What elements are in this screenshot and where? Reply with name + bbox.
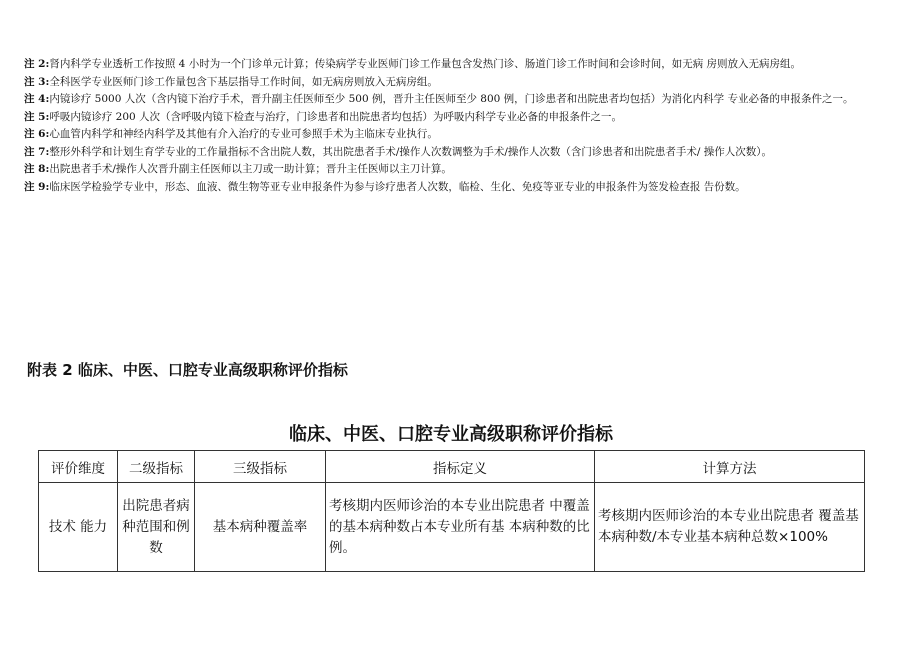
note-text: 出院患者手术/操作人次晋升副主任医师以主刀或一助计算；晋升主任医师以主刀计算。 <box>49 163 452 175</box>
note-number: 注 6: <box>24 128 50 140</box>
table-title: 临床、中医、口腔专业高级职称评价指标 <box>289 424 613 445</box>
cell-tertiary-indicator: 基本病种覆盖率 <box>195 483 326 572</box>
note-number: 注 3: <box>24 75 50 88</box>
note-7 <box>24 144 876 162</box>
table-row <box>39 483 865 572</box>
note-number: 注 7: <box>24 145 50 158</box>
note-text: 肾内科学专业透析工作按照 4 小时为一个门诊单元计算；传染病学专业医师门诊工作量包含发热门诊、肠道门诊工作时间和会诊时间，如无病 房则放入无病房组。 <box>49 58 802 70</box>
note-text: 内镜诊疗 5000 人次（含内镜下治疗手术，晋升副主任医师至少 500 例，晋升主任医师至少 800 例，门诊患者和出院患者均包括）为消化内科学 专业必备的申报条件之一。 <box>49 93 854 105</box>
notes-section <box>24 56 876 196</box>
note-4 <box>24 91 876 109</box>
table-header-row <box>39 451 865 483</box>
header-secondary-indicator: 二级指标 <box>118 451 195 483</box>
cell-secondary-indicator: 出院患者病种范围和例数 <box>118 483 195 572</box>
note-3 <box>24 74 876 92</box>
header-dimension: 评价维度 <box>39 451 118 483</box>
header-definition: 指标定义 <box>326 451 595 483</box>
note-number: 注 9: <box>24 180 50 193</box>
note-8 <box>24 161 876 179</box>
header-tertiary-indicator: 三级指标 <box>195 451 326 483</box>
note-text: 整形外科学和计划生育学专业的工作量指标不含出院人数，其出院患者手术/操作人次数调整为手术/操作人次数（含门诊患者和出院患者手术/ 操作人次数）。 <box>49 145 773 158</box>
cell-dimension: 技术 能力 <box>39 483 118 572</box>
note-number: 注 8: <box>24 163 50 175</box>
note-6 <box>24 126 876 144</box>
cell-definition: 考核期内医师诊治的本专业出院患者 中覆盖的基本病种数占本专业所有基 本病种数的比例。 <box>326 483 595 572</box>
note-number: 注 5: <box>24 110 50 123</box>
note-2 <box>24 56 876 74</box>
note-number: 注 2: <box>24 58 50 70</box>
note-9 <box>24 179 876 197</box>
note-text: 心血管内科学和神经内科学及其他有介入治疗的专业可参照手术为主临床专业执行。 <box>49 128 438 140</box>
note-number: 注 4: <box>24 93 50 105</box>
note-text: 全科医学专业医师门诊工作量包含下基层指导工作时间，如无病房则放入无病房组。 <box>49 75 438 88</box>
cell-calculation-method: 考核期内医师诊治的本专业出院患者 覆盖基本病种数/本专业基本病种总数×100% <box>595 483 865 572</box>
note-text: 呼吸内镜诊疗 200 人次（含呼吸内镜下检查与治疗，门诊患者和出院患者均包括）为呼吸内科学专业必备的申报条件之一。 <box>49 110 623 123</box>
note-5 <box>24 109 876 127</box>
header-calculation-method: 计算方法 <box>595 451 865 483</box>
indicator-table <box>38 450 865 572</box>
appendix-title: 附表 2 临床、中医、口腔专业高级职称评价指标 <box>27 361 348 379</box>
note-text: 临床医学检验学专业中，形态、血液、微生物等亚专业申报条件为参与诊疗患者人次数，临检、生化、免疫等亚专业的申报条件为签发检查报 告份数。 <box>49 180 746 193</box>
